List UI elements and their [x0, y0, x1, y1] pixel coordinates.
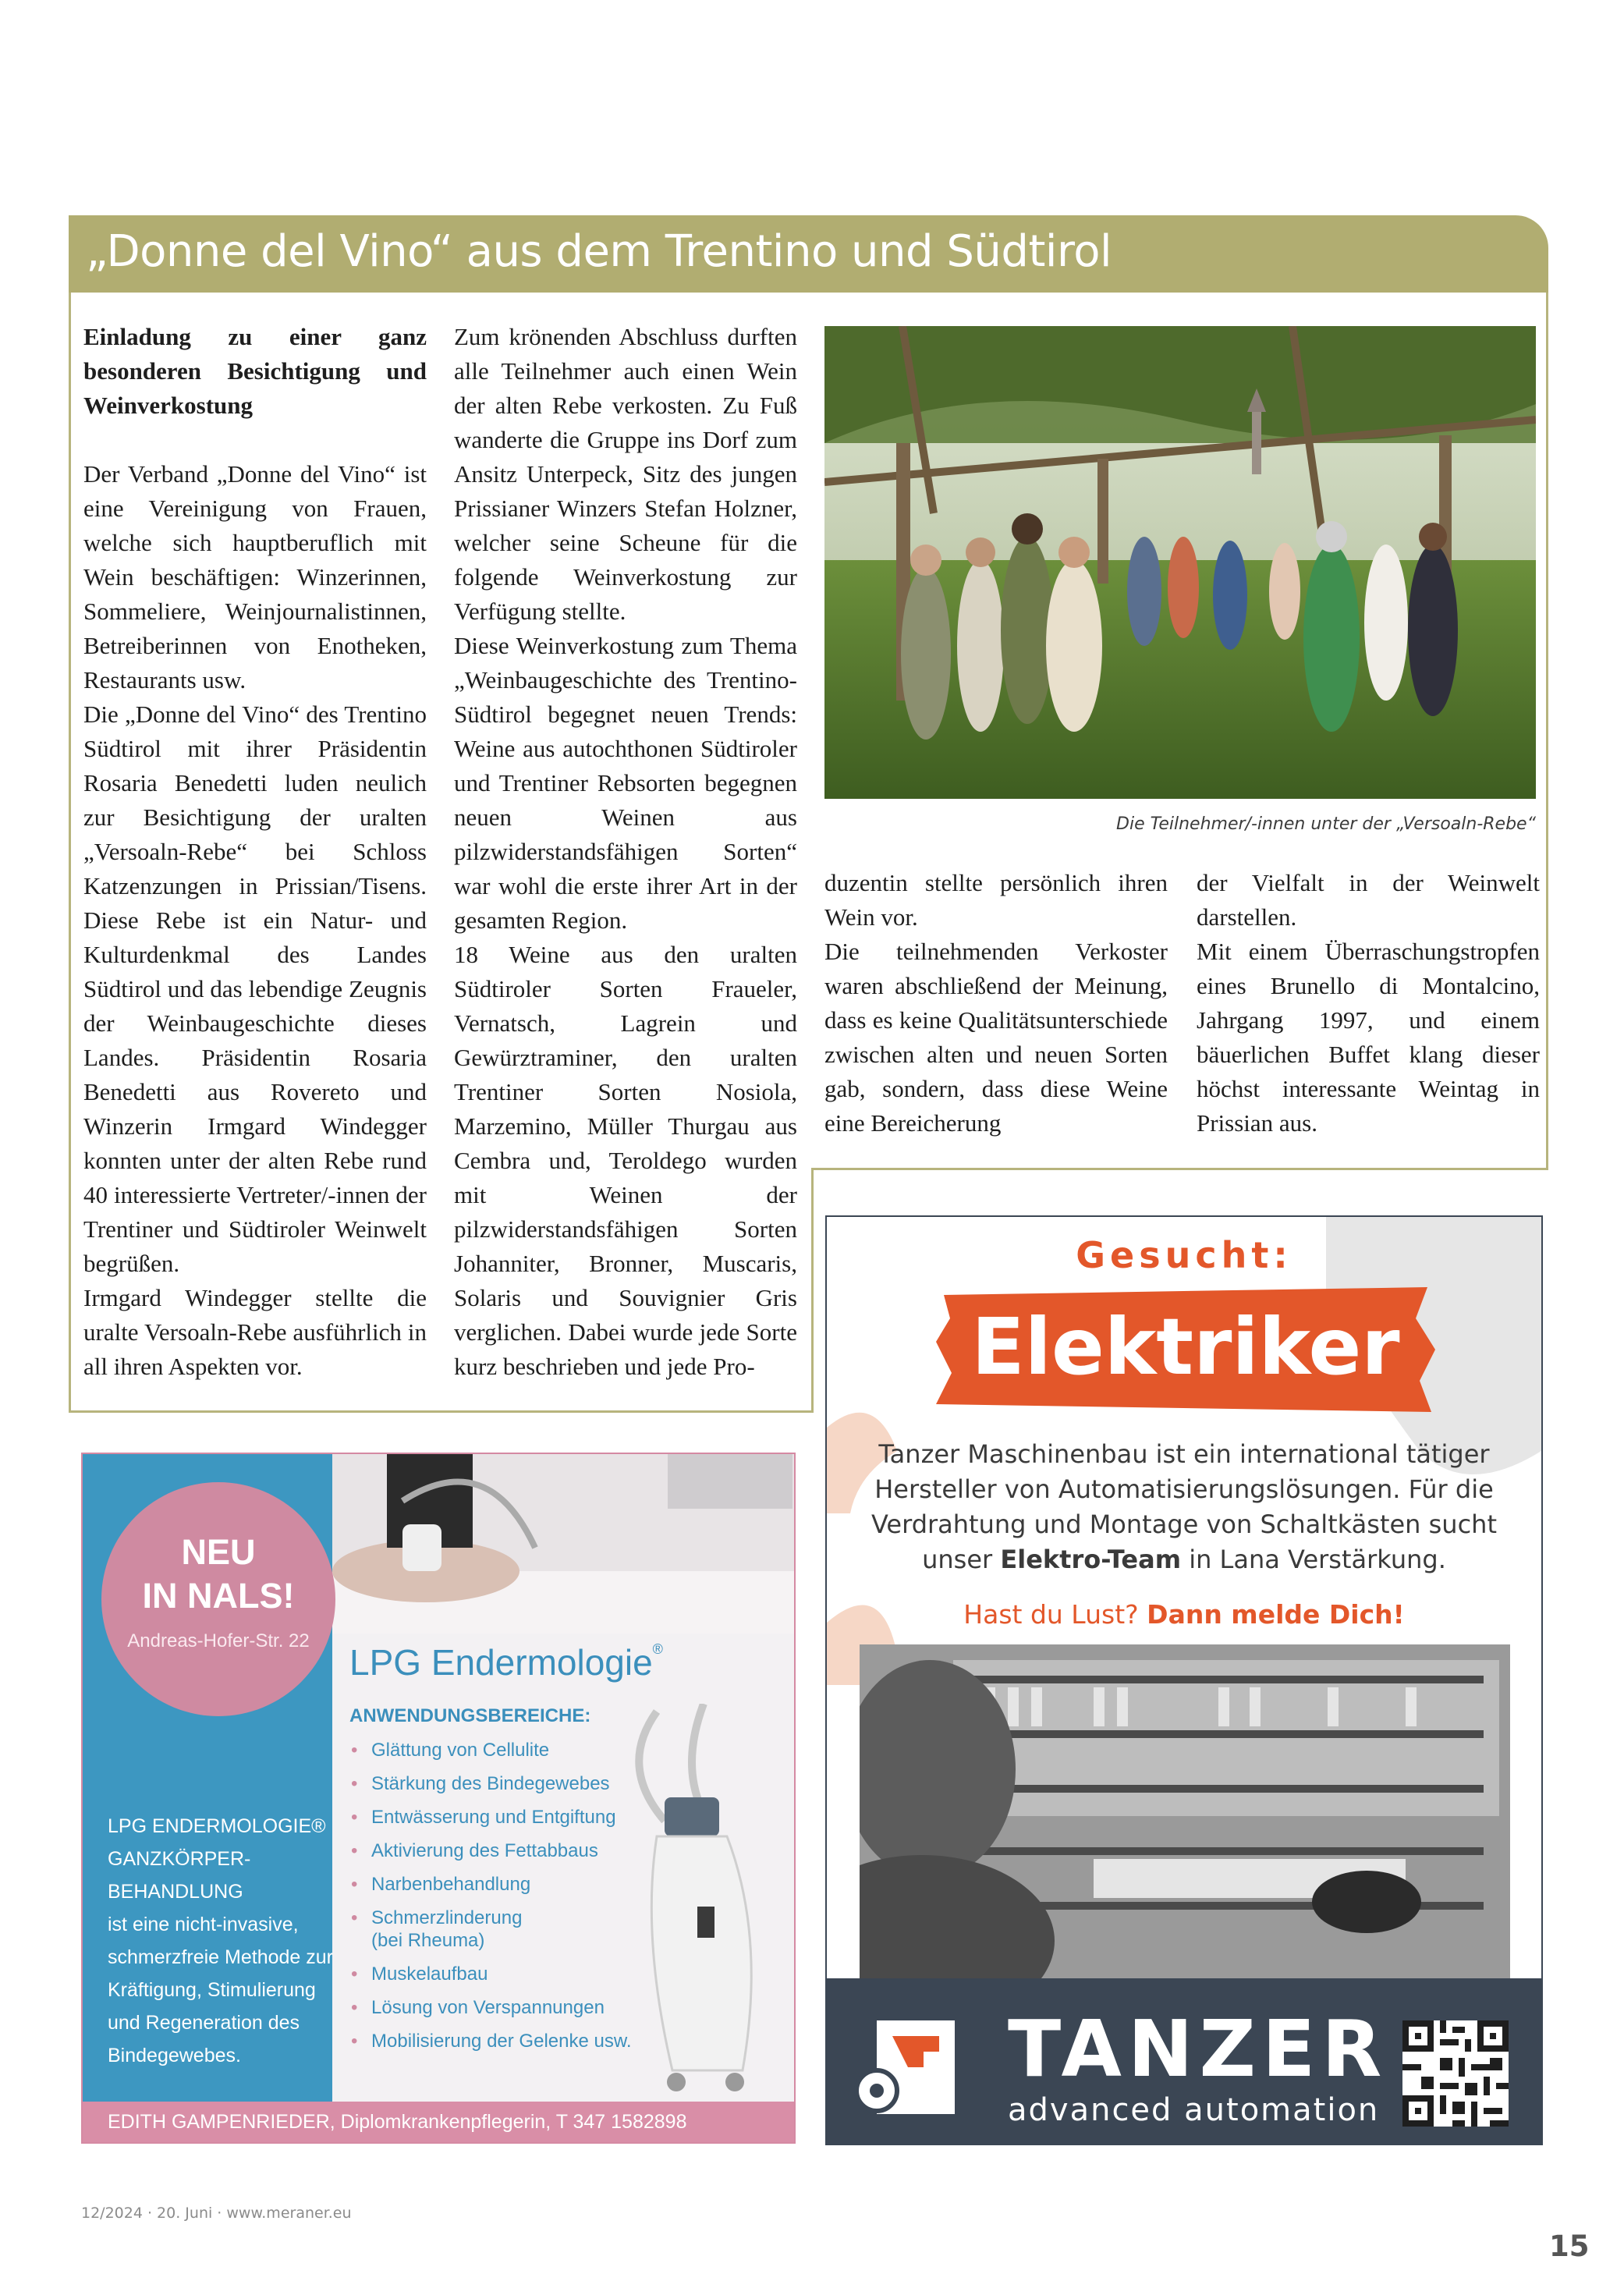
lpg-description-heading: LPG ENDERMOLOGIE® GANZKÖRPER-BEHANDLUNG: [108, 1815, 326, 1903]
frame-right: [1546, 293, 1548, 1170]
article-paragraph: 18 Weine aus den uralten Südtiroler Sorten Fraueler, Vernatsch, Lagrein und Gewürztraminer, den uralten Trentiner Sorten Nosiola, Marzemino, Müller Thurgau aus Cembra und, Teroldego wurden mit Weinen der pilzwiderstandsfähigen Sorten Johanniter, Bronner, Muscaris, Solaris und Souvignier Gris verglichen. Dabei wurde jede Sorte kurz beschrieben und jede Pro-: [454, 941, 797, 1380]
tanzer-ad[interactable]: [825, 1215, 1543, 2145]
page-number: 15: [1549, 2230, 1590, 2263]
lpg-device-illustration: [610, 1704, 789, 2094]
article-paragraph: Die teilnehmenden Verkoster waren abschließend der Meinung, dass es keine Qualitätsunterschiede zwischen alten und neuen Sorten gab, sondern, dass diese Weine eine Bereicherung: [824, 938, 1168, 1137]
article-paragraph: Der Verband „Donne del Vino“ ist eine Vereinigung von Frauen, welche sich hauptberuflich mit Wein beschäftigen: Winzerinnen, Sommeliere, Weinjournalistinnen, Betreiberinnen von Enotheken, Restaurants usw.: [83, 460, 427, 694]
list-item: • Mobilisierung der Gelenke usw.: [349, 2030, 661, 2052]
lpg-ad[interactable]: [81, 1453, 796, 2144]
frame-left: [69, 293, 71, 1413]
article-column-3: [824, 866, 1168, 1140]
article-column-4: [1197, 866, 1540, 1140]
tanzer-wanted-label: Gesucht:: [1076, 1234, 1292, 1276]
list-item: • Lösung von Verspannungen: [349, 1996, 661, 2019]
lpg-new-label: NEU: [181, 1532, 256, 1572]
lpg-title: LPG Endermologie®: [349, 1641, 663, 1683]
article-column-1: [83, 320, 427, 1384]
lpg-description-text: ist eine nicht-invasive, schmerzfreie Methode zur Kräftigung, Stimulierung und Regeneration des Bindegewebes.: [108, 1914, 334, 2066]
list-item: • Schmerzlinderung (bei Rheuma): [349, 1907, 551, 1952]
list-item: • Muskelaufbau: [349, 1963, 661, 1985]
list-item: • Glättung von Cellulite: [349, 1739, 661, 1761]
article-photo: [824, 326, 1536, 799]
list-item: • Aktivierung des Fettabbaus: [349, 1839, 661, 1862]
issue-date-footer: 12/2024 · 20. Juni · www.meraner.eu: [81, 2205, 352, 2222]
frame-bottom-right: [811, 1168, 1548, 1170]
frame-divider: [811, 1168, 814, 1413]
frame-bottom-left: [69, 1410, 813, 1413]
qr-code-icon[interactable]: [1402, 2020, 1509, 2127]
list-item: • Entwässerung und Entgiftung: [349, 1806, 661, 1829]
lpg-description: [108, 1810, 334, 2072]
tanzer-electrician-photo: [860, 1644, 1510, 1978]
article-title: „Donne del Vino“ aus dem Trentino und Südtirol: [86, 226, 1112, 277]
lpg-applications-heading: ANWENDUNGSBEREICHE:: [349, 1705, 591, 1726]
article-paragraph: der Vielfalt in der Weinwelt darstellen.: [1197, 869, 1540, 931]
list-item: • Stärkung des Bindegewebes: [349, 1772, 661, 1795]
article-paragraph: Die „Donne del Vino“ des Trentino Südtirol mit ihrer Präsidentin Rosaria Benedetti luden neulich zur Besichtigung der uralten „Versoaln-Rebe“ bei Schloss Katzenzungen in Prissian/Tisens. Diese Rebe ist ein Natur- und Kulturdenkmal des Landes Südtirol und das lebendige Zeugnis der Weinbaugeschichte dieses Landes. Präsidentin Rosaria Benedetti aus Rovereto und Winzerin Irmgard Windegger konnten unter der alten Rebe rund 40 interessierte Vertreter/-innen der Trentiner und Südtiroler Weinwelt begrüßen.: [83, 701, 427, 1277]
article-intro: Einladung zu einer ganz besonderen Besichtigung und Weinverkostung: [83, 323, 427, 419]
article-paragraph: Irmgard Windegger stellte die uralte Versoaln-Rebe ausführlich in all ihren Aspekten vor.: [83, 1284, 427, 1380]
lpg-new-badge: [101, 1482, 335, 1716]
article-paragraph: duzentin stellte persönlich ihren Wein vor.: [824, 869, 1168, 931]
photo-caption: Die Teilnehmer/-innen unter der „Versoaln-Rebe“: [1116, 814, 1536, 834]
tanzer-job-title: Elektriker: [971, 1301, 1400, 1392]
tanzer-tagline: advanced automation: [1008, 2092, 1380, 2128]
tanzer-description: Tanzer Maschinenbau ist ein international tätiger Hersteller von Automatisierungslösungen. Für die Verdrahtung und Montage von Schaltkästen sucht unser Elektro-Team in Lana Verstärkung.: [871, 1439, 1497, 1574]
article-paragraph: Diese Weinverkostung zum Thema „Weinbaugeschichte des Trentino-Südtirol begegnet neuen Trends: Weine aus autochthonen Südtiroler und Trentiner Rebsorten begegnen neuen Weinen aus pilzwiderstandsfähigen Sorten“ war wohl die erste ihrer Art in der gesamten Region.: [454, 632, 797, 934]
lpg-contact-footer: EDITH GAMPENRIEDER, Diplomkrankenpflegerin, T 347 1582898: [83, 2102, 794, 2142]
article-column-2: [454, 320, 797, 1384]
lpg-treatment-photo: [332, 1454, 794, 1634]
tanzer-logo-icon: [853, 2020, 963, 2122]
article-paragraph: Mit einem Überraschungstropfen eines Brunello di Montalcino, Jahrgang 1997, und einem bäuerlichen Buffet klang dieser höchst interessante Weintag in Prissian aus.: [1197, 938, 1540, 1137]
list-item: • Narbenbehandlung: [349, 1873, 661, 1896]
lpg-address: Andreas-Hofer-Str. 22: [127, 1630, 310, 1651]
tanzer-brand-name: TANZER: [1008, 2003, 1388, 2095]
tanzer-call-to-action: Hast du Lust? Dann melde Dich!: [963, 1599, 1405, 1630]
lpg-location-label: IN NALS!: [142, 1576, 295, 1616]
article-paragraph: Zum krönenden Abschluss durften alle Teilnehmer auch einen Wein der alten Rebe verkosten. Zu Fuß wanderte die Gruppe ins Dorf zum Ansitz Unterpeck, Sitz des jungen Prissianer Winzers Stefan Holzner, welcher seine Scheune für die folgende Weinverkostung zur Verfügung stellte.: [454, 323, 797, 625]
